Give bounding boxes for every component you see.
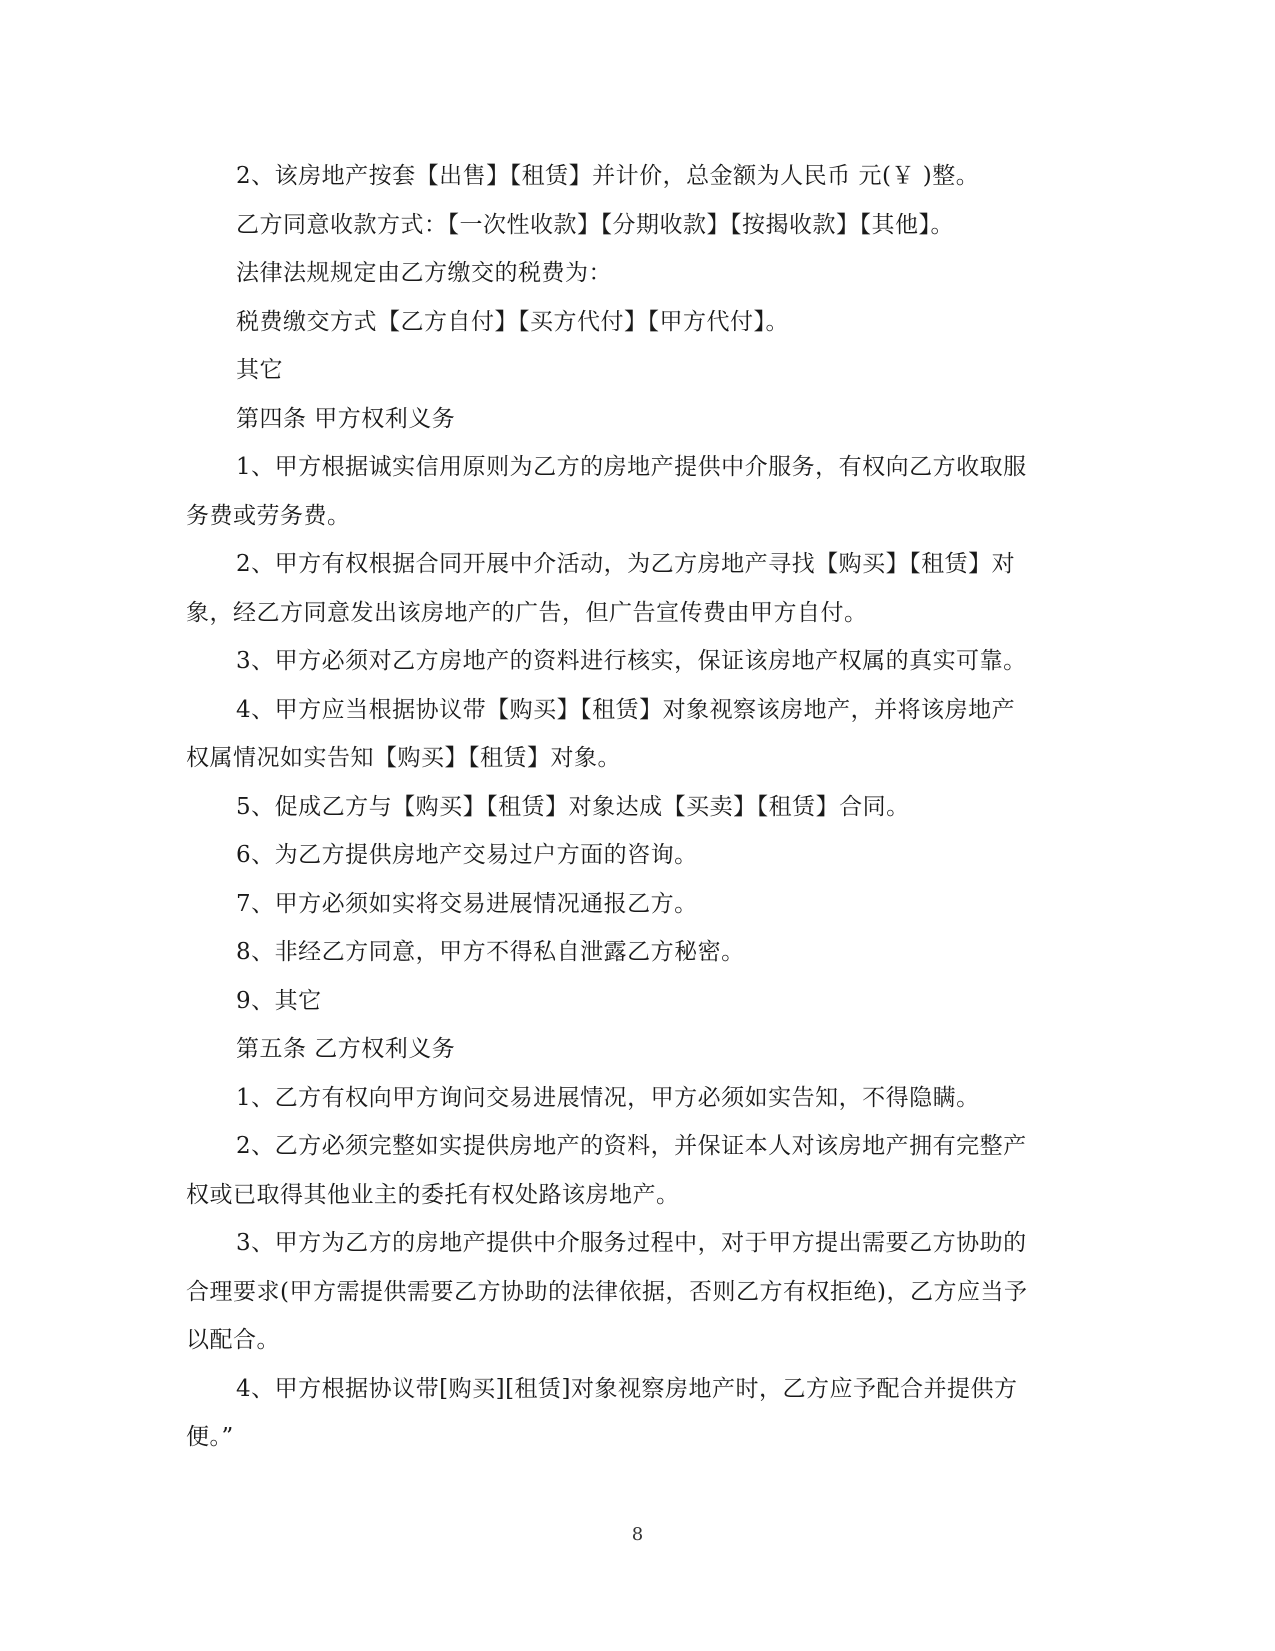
article-five-item-4-line-2: 便。”: [186, 1424, 234, 1450]
article-four-item-9: 9、其它: [236, 987, 322, 1014]
article-four-heading: 第四条 甲方权利义务: [236, 405, 456, 432]
article-four-item-1-line-2: 务费或劳务费。: [186, 502, 351, 529]
clause-payment-method-line: 乙方同意收款方式：【一次性收款】【分期收款】【按揭收款】【其他】。: [236, 211, 954, 238]
page-number: 8: [631, 1524, 644, 1545]
article-four-item-6: 6、为乙方提供房地产交易过户方面的咨询。: [236, 842, 698, 868]
document-body: [186, 152, 1086, 1462]
article-four-item-4-line-2: 权属情况如实告知【购买】【租赁】对象。: [186, 745, 621, 771]
article-four-item-3: 3、甲方必须对乙方房地产的资料进行核实，保证该房地产权属的真实可靠。: [236, 648, 1027, 674]
article-five-item-3-line-1: 3、甲方为乙方的房地产提供中介服务过程中，对于甲方提出需要乙方协助的: [236, 1230, 1027, 1256]
article-five-item-3-line-2: 合理要求(甲方需提供需要乙方协助的法律依据，否则乙方有权拒绝)，乙方应当予: [186, 1278, 1028, 1305]
article-five-heading: 第五条 乙方权利义务: [236, 1036, 456, 1062]
clause-price-line: 2、该房地产按套【出售】【租赁】并计价，总金额为人民币 元(￥ )整。: [236, 163, 980, 189]
clause-other-line: 其它: [236, 357, 283, 383]
article-five-item-1: 1、乙方有权向甲方询问交易进展情况，甲方必须如实告知，不得隐瞒。: [236, 1084, 980, 1111]
article-five-item-3-line-3: 以配合。: [186, 1327, 280, 1353]
article-four-item-2-line-2: 象，经乙方同意发出该房地产的广告，但广告宣传费由甲方自付。: [186, 599, 868, 626]
article-five-item-2-line-1: 2、乙方必须完整如实提供房地产的资料，并保证本人对该房地产拥有完整产: [236, 1133, 1027, 1159]
article-five-item-2-line-2: 权或已取得其他业主的委托有权处路该房地产。: [186, 1181, 680, 1208]
article-four-item-5: 5、促成乙方与【购买】【租赁】对象达成【买卖】【租赁】合同。: [236, 793, 910, 820]
clause-tax-payment-line: 税费缴交方式【乙方自付】【买方代付】【甲方代付】。: [236, 308, 789, 335]
article-five-item-4-line-1: 4、甲方根据协议带[购买][租赁]对象视察房地产时，乙方应予配合并提供方: [236, 1375, 1018, 1402]
article-four-item-2-line-1: 2、甲方有权根据合同开展中介活动，为乙方房地产寻找【购买】【租赁】对: [236, 551, 1016, 577]
article-four-item-8: 8、非经乙方同意，甲方不得私自泄露乙方秘密。: [236, 939, 745, 965]
article-four-item-1-line-1: 1、甲方根据诚实信用原则为乙方的房地产提供中介服务，有权向乙方收取服: [236, 454, 1027, 480]
article-four-item-4-line-1: 4、甲方应当根据协议带【购买】【租赁】对象视察该房地产，并将该房地产: [236, 696, 1016, 723]
clause-tax-line: 法律法规规定由乙方缴交的税费为：: [236, 260, 612, 286]
article-four-item-7: 7、甲方必须如实将交易进展情况通报乙方。: [236, 890, 698, 917]
